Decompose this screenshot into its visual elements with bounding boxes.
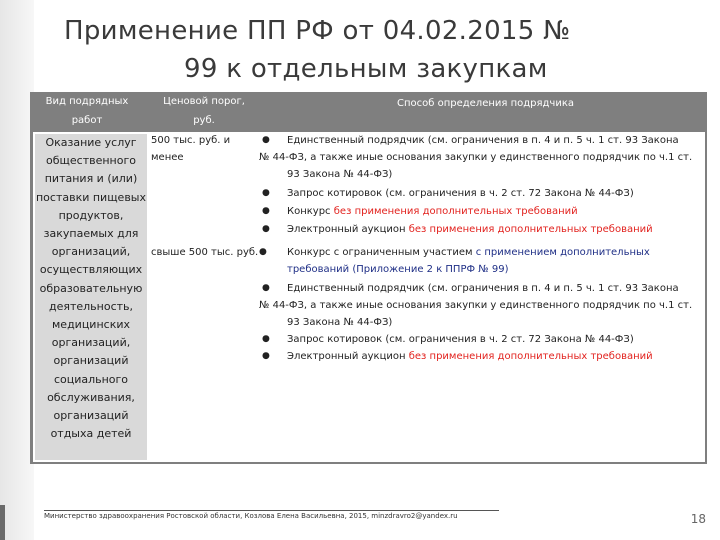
slide-title [40,12,680,88]
work-type-cell: Оказание услуг общественного питания и (или) поставки пищевых продуктов, закупаемых для организаций, осуществляющих образовательную деятельность, медицинских организаций, организаций социального обслуживания, организаций отдыха детей [35,134,147,460]
page-number: 18 [690,512,706,526]
bullet-icon: ● [262,351,270,361]
footer-credit: Министерство здравоохранения Ростовской области, Козлова Елена Васильевна, 2015, minzdravro2@yandex.ru [44,512,458,520]
bullet-icon: ● [262,206,270,216]
title-line-1: Применение ПП РФ от 04.02.2015 № [64,16,571,46]
title-line-2: 99 к отдельным закупкам [184,54,548,84]
bullet-icon: ● [262,135,270,145]
bottom-left-accent [0,505,5,540]
bullet-icon: ● [259,247,267,257]
bullet-icon: ● [262,188,270,198]
threshold-high: свыше 500 тыс. руб. [151,247,259,258]
procurement-table [30,92,707,464]
bullet-icon: ● [262,334,270,344]
footer-divider [44,510,499,511]
header-threshold: Ценовой порог, руб. [163,96,245,126]
header-work-type: Вид подрядных работ [45,96,129,126]
threshold-column [149,132,259,462]
header-method: Способ определения подрядчика [396,98,575,109]
bullet-icon: ● [262,283,270,293]
threshold-low: 500 тыс. руб. и менее [151,135,231,163]
left-decorative-band [0,0,34,540]
bullet-icon: ● [262,224,270,234]
table-body [33,132,705,462]
method-column: ● Единственный подрядчик (см. ограничения в п. 4 и п. 5 ч. 1 ст. 93 Закона № 44-ФЗ, а также иные основания закупки у единственного подрядчик по ч.1 ст. 93 Закона № 44-ФЗ) ● Запрос котировок (см. ограничения в ч. 2 ст. 72 Закона № 44-ФЗ) ● Конкурс без применения дополнительных требований ● Электронный аукцион без применения дополнительных требований ● Конкурс с ограниченным участием с применением дополнительных требований (Приложение 2 к ППРФ № 99) ● Единственный подрядчик (см. ограничения в п. 4 и п. 5 ч. 1 ст. 93 Закона № 44-ФЗ, а также иные основания закупки у единственного подрядчик по ч.1 ст. 93 Закона № 44-ФЗ) ● Запрос котировок (см. ограничения в ч. 2 ст. 72 Закона № 44-ФЗ) ● Электронный аукцион без применения дополнительных требований [259,132,707,462]
